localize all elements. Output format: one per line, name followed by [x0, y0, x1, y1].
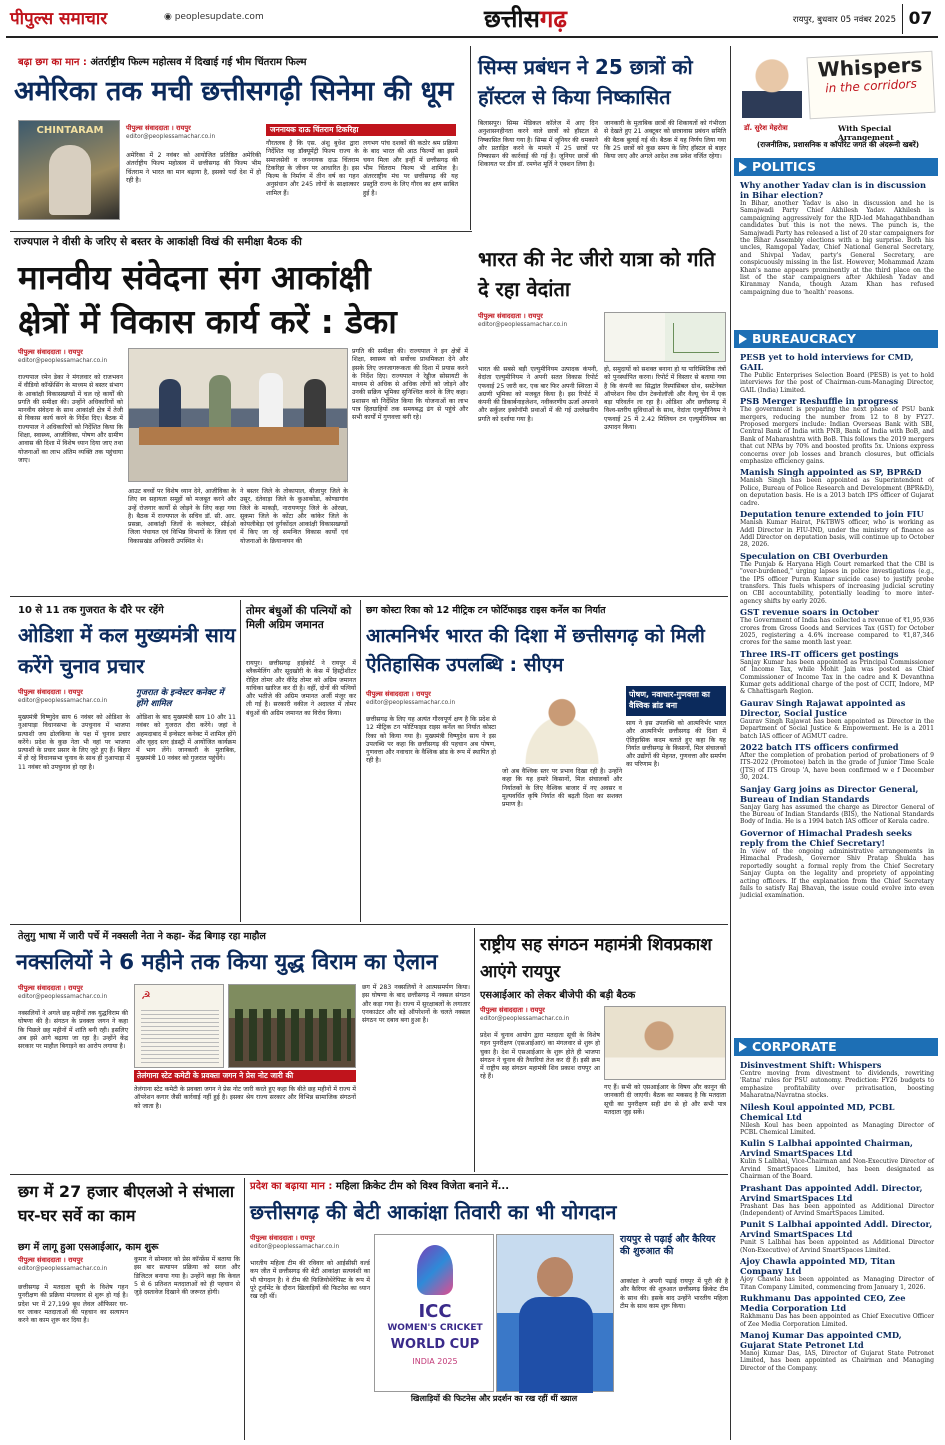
- news-headline: Kulin S Lalbhai appointed Chairman, Arvind SmartSpaces Ltd: [740, 1138, 913, 1159]
- bureaucracy-section-header: BUREAUCRACY: [734, 330, 938, 348]
- art1-body-2: गौरतलब है कि एस. अंशु बुधेश द्वारा निर्देशित यह डॉक्यूमेंट्री फिल्म राज्य के समाजसेवी व जननायक दाऊ चिंतराम टिकरिहा के जीवन पर आधारित है। इस फिल्म के निर्माण में तीन वर्ष का गहन अनुसंधान और 245 लोगों के साक्षात्कार शामिल हैं।: [266, 140, 359, 197]
- art9-body-2: गए हैं। सभी को एसआईआर के विषय और कानून की जानकारी दी जाएगी। बैठक का मकसद है कि मतदाता सूची का पुनरीक्षण सही ढंग से हो और सभी पात्र मतदाता जुड़ सकें।: [604, 1084, 726, 1116]
- news-headline: Sanjay Garg joins as Director General, Bureau of Indian Standards: [740, 783, 919, 804]
- divider: [360, 600, 361, 922]
- chintaram-film-poster: [18, 120, 120, 220]
- art6-body: रायपुर। छत्तीसगढ़ हाईकोर्ट ने रायपुर में ब्लैकमेलिंग और सूदखोरी के केस में हिस्ट्रीशीटर रोहित तोमर और वीरेंद्र तोमर को अग्रिम जमानत याचिका खारिज कर दी है। वहीं, दोनों की पत्नियों और भतीजे की अग्रिम जमानत अर्जी मंजूर कर ली गई है। सरकारी वकील ने अदालत में तोमर बंधुओं की अग्रिम जमानत का विरोध किया।: [246, 660, 356, 717]
- politics-text: In Bihar, another Yadav is also in discussion and he is Samajwadi Party Chief Akhilesh Yadav. Akhilesh is campaigning aggressively for the RJD-led Mahagathbandhan candidates but this is not the news. The punch is, the Samajwadi Party has released a list of 20 star campaigners for the Bihar Assembly elections with a big surprise. Both his uncles, Ramgopal Yadav, Chief National General Secretary, and Shivpal Yadav, party's General Secretary, are conspicuously missing in the list. However, Mohammad Azam Khan's name appears prominently at the third place on the list of the star campaigners after Akhilesh Yadav and Kiranmay Nanda, though Azam Khan has refused campaigning due to 'health' reasons.: [740, 200, 934, 296]
- meeting-person: [259, 373, 283, 429]
- art4-body-1: भारत की सबसे बड़ी एल्युमीनियम उत्पादक कंपनी, वेदांता एल्युमीनियम ने अपनी सतत विकास रिपोर्ट एफवाई 25 जारी कर, एक बार फिर अपनी स्थिरता में अग्रणी भूमिका को मजबूत किया है। इस रिपोर्ट में कंपनी की डिकार्बनाइजेशन, नवीकरणीय ऊर्जा अपनाने और सर्कुलर इकोनॉमी प्रथाओं में की गई उल्लेखनीय प्रगति को दर्शाया गया है।: [478, 366, 598, 423]
- wc-label-2: WOMEN'S CRICKET: [387, 1323, 483, 1333]
- news-text: Punit S Lalbhai has been appointed as Additional Director (Non-Executive) of Arvind SmartSpaces Limited.: [740, 1239, 934, 1254]
- news-text: Gaurav Singh Rajawat has been appointed as Director in the Department of Social Justice & Empowerment. He is a 2011 batch IAS officer of AGMUT cadre.: [740, 717, 934, 740]
- news-text: The Punjab & Haryana High Court remarked that the CBI is "over-burdened," urging lapses in police investigations (e.g., the IPS officer Puran Kumar suicide case) to justify probe transfers. This fuels whispers of increasing judicial scrutiny on CBI accountability, potentially leading to more inter-agency shifts by early 2026.: [740, 560, 934, 605]
- cm-portrait: [502, 686, 622, 764]
- news-text: Manish Singh has been appointed as Superintendent of Police, Bureau of Police Research and Development (BPR&D), on deputation basis. He is a 2013 batch IPS officer of Gujarat cadre.: [740, 477, 934, 507]
- art8-byline: पीपुल्स संवाददाता । रायपुर editor@peoplessamachar.co.in: [18, 984, 108, 1000]
- art9-body-1: प्रदेश में चुनाव आयोग द्वारा मतदाता सूची के विशेष गहन पुनरीक्षण (एसआईआर) का मंगलवार से शुरू हो चुका है। देश में एसआईआर के शुरू होते ही भाजपा संगठन ने चुनाव की तैयारियां तेज कर दी हैं। इसी क्रम में राष्ट्रीय सह संगठन महामंत्री शिव प्रकाश रायपुर आ रहे हैं।: [480, 1032, 600, 1081]
- news-headline: GST revenue soars in October: [740, 607, 879, 618]
- divider: [244, 1178, 245, 1440]
- naxal-group-photo: [228, 984, 356, 1068]
- art5-subhead: गुजरात के इन्वेस्टर कनेक्ट में होंगे शामिल: [136, 688, 224, 709]
- art11-side-head: रायपुर से पढ़ाई और कैरियर की शुरुआत की: [620, 1234, 716, 1257]
- art7-body-3: साय ने इस उपलब्धि को आत्मनिर्भर भारत और आत्मनिर्भर छत्तीसगढ़ की दिशा में ऐतिहासिक कदम बताते हुए कहा कि यह निर्यात छत्तीसगढ़ के किसानों, मिल संचालकों और उद्योगों की मेहनत, गुणवत्ता और समर्पण का परिणाम है।: [626, 720, 726, 769]
- news-text: Kulin S Lalbhai, Vice-Chairman and Non-Executive Director of Arvind SmartSpaces Limited, has been designated as Chairman of the Board.: [740, 1158, 934, 1181]
- art8-headline: नक्सलियों ने 6 महीने तक किया युद्ध विराम का ऐलान: [16, 950, 438, 975]
- news-text: Rakhmanu Das has been appointed as Chief Executive Officer of Zee Media Corporation Limited.: [740, 1313, 934, 1328]
- art4-byline: पीपुल्स संवाददाता । रायपुर editor@peoplessamachar.co.in: [478, 312, 568, 328]
- art5-headline: ओडिशा में कल मुख्यमंत्री साय करेंगे चुनाव प्रचार: [18, 623, 236, 678]
- governor-meeting-photo: [128, 348, 348, 482]
- art8-body-2: तेलंगाना स्टेट कमेटी के प्रवक्ता जगन ने प्रेस नोट जारी करते हुए कहा कि बीते छह महीनों में राज्य में ऑपरेशन कगार जैसी कार्रवाई नहीं हुई है। इसका श्रेय राज्य सरकार और विभिन्न सामाजिक संगठनों को जाता है।: [134, 1086, 356, 1110]
- globe-icon: ◉: [164, 12, 175, 22]
- special-arrangement: With Special Arrangement: [838, 124, 894, 142]
- news-headline: 2022 batch ITS officers confirmed: [740, 742, 899, 753]
- shivprakash-photo: [604, 1006, 726, 1080]
- news-text: Prashant Das has been appointed as Additional Director (Independent) of Arvind SmartSpaces Limited.: [740, 1202, 934, 1218]
- politics-section-header: POLITICS: [734, 158, 938, 176]
- news-headline: Disinvestment Shift: Whispers: [740, 1060, 882, 1070]
- art11-caption: खिलाड़ियों की फिटनेस और प्रदर्शन का रख रहीं थीं ख्याल: [410, 1394, 578, 1403]
- news-text: In view of the ongoing administrative arrangements in Himachal Pradesh, Governor Shiv Pratap Shukla has reportedly sought a formal reply from the Chief Secretary Sanjay Gupta on the legality and propriety of appointing acting officers. If the explanation from the Chief Secretary fails to satisfy Raj Bhavan, the issue could evolve into even judicial examination.: [740, 847, 934, 900]
- news-headline: Ajoy Chawla appointed MD, Titan Company Ltd: [740, 1256, 896, 1277]
- art10-body-1: छत्तीसगढ़ में मतदाता सूची के विशेष गहन पुनरीक्षण की प्रक्रिया मंगलवार से शुरू हो गई है। प्रदेश भर में 27,199 बूथ लेवल ऑफिसर घर-घर जाकर मतदाताओं की पहचान का सत्यापन करने का काम शुरू कर दिया है।: [18, 1284, 128, 1325]
- naxal-press-note: [134, 984, 224, 1068]
- report-chart: [673, 323, 719, 353]
- art1-box-title: जननायक दाऊ चिंतराम टिकरिहा: [266, 124, 456, 136]
- news-text: The Government of India has collected a revenue of ₹1,95,936 crores from Gross Goods and Services Tax (GST) for October 2025, registering a 4.6% increase compared to ₹1,87,346 crores for the same month last year.: [740, 617, 934, 647]
- news-headline: Deputation tenure extended to join FIU: [740, 509, 924, 520]
- trophy-icon: [417, 1245, 453, 1295]
- news-headline: Speculation on CBI Overburden: [740, 550, 888, 561]
- news-headline: Gaurav Singh Rajawat appointed as Director, Social Justice: [740, 697, 906, 718]
- news-text: The government is preparing the next phase of PSU bank mergers, reducing the number from 12 to 8 by FY27. Proposed mergers include: Indian Overseas Bank with SBI, Central Bank of India with PNB, Bank of India with BoB, and Bank of Maharashtra with BoB. This follows the 2019 mergers that cut NPAs by 70% and boosted profits 5x. Unions express concerns over job losses and branch closures, but officials emphasize efficiency gains.: [740, 406, 934, 466]
- news-headline: PSB Merger Reshuffle in progress: [740, 396, 899, 407]
- wc-label-1: ICC: [418, 1301, 452, 1322]
- columnist-photo: [742, 50, 802, 118]
- art3-byline: पीपुल्स संवाददाता । रायपुर editor@peoplessamachar.co.in: [18, 348, 108, 364]
- world-cup-logo: [374, 1234, 494, 1392]
- news-headline: Three IRS-IT officers get postings: [740, 648, 899, 659]
- art2-body-2: जानकारी के मुताबिक छात्रों की शिकायतों को गंभीरता से देखते हुए 21 अक्टूबर को छात्रावास प्रबंधन समिति की बैठक बुलाई गई थी। बैठक में यह निर्णय लिया गया कि 25 छात्रों को कुछ समय के लिए हॉस्टल से बाहर किया जाए और अगले आदेश तक प्रवेश वर्जित रहेगा।: [604, 120, 726, 161]
- player-face: [537, 1257, 573, 1297]
- naxal-figures: [235, 1009, 351, 1061]
- art1-kicker: बढ़ा छग का मान : अंतर्राष्ट्रीय फिल्म महोत्सव में दिखाई गई भीम चिंतराम फिल्म: [18, 57, 307, 68]
- news-headline: PESB yet to hold interviews for CMD, GAIL: [740, 352, 914, 372]
- art2-headline: सिम्स प्रबंधन ने 25 छात्रों को हॉस्टल से किया निष्कासित: [478, 55, 693, 109]
- art9-subhead: एसआईआर को लेकर बीजेपी की बड़ी बैठक: [480, 990, 636, 1001]
- news-text: Centre moving from divestment to dividends, rewriting 'Ratna' rules for PSU autonomy. Prediction: FY26 budgets to emphasize profitability over privatisation, boosting Maharatna/Navratna stocks.: [740, 1070, 934, 1100]
- politics-item: [740, 180, 934, 340]
- art11-byline: पीपुल्स संवाददाता । रायपुर editor@peoplessamachar.co.in: [250, 1234, 340, 1250]
- page-number: 07: [902, 4, 938, 34]
- news-text: Nilesh Koul has been appointed as Managing Director of PCBL Chemical Limited.: [740, 1121, 934, 1137]
- art5-byline: पीपुल्स संवाददाता । रायपुर editor@peoplessamachar.co.in: [18, 688, 108, 704]
- news-headline: Manoj Kumar Das appointed CMD, Gujarat State Petronet Ltd: [740, 1329, 902, 1350]
- art3-body-4: प्रगति की समीक्षा की। राज्यपाल ने इन क्षेत्रों में शिक्षा, स्वास्थ्य को सर्वोच्च प्राथमिकता देने और इसके लिए जनजागरूकता की दिशा में प्रयास करने के निर्देश दिए। राज्यपाल ने रेड्डीज सोसायटी के माध्यम से अधिक से अधिक लोगों को जोड़ने और उनकी सक्रिय भूमिका सुनिश्चित करने के लिए कहा। प्रशासन को निर्देशित किया कि योजनाओं का लाभ पात्र हितग्राहियों तक समयबद्ध ढंग से पहुंचे और सभी कार्यों में गुणवत्ता बनी रहे।: [352, 348, 468, 422]
- columnist-name: डॉ. सुरेश मेहरोत्रा: [744, 124, 788, 132]
- art1-body-3: लगभग पांच दशकों की कठोर श्रम प्रक्रिया के बाद भारत की आठ फिल्मों का इसमें चयन मिला और इन्हीं में छत्तीसगढ़ की भीम चिंतराम फिल्म भी शामिल है। अंतरराष्ट्रीय मंच पर छत्तीसगढ़ की यह प्रस्तुति राज्य के लिए गौरव का क्षण साबित हुई है।: [363, 140, 458, 197]
- divider: [474, 928, 475, 1172]
- art8-notice-caption: तेलंगाना स्टेट कमेटी के प्रवक्ता जगन ने प्रेस नोट जारी की: [134, 1070, 356, 1082]
- akanksha-photo: [496, 1234, 614, 1392]
- section-title: छत्तीसगढ़: [484, 5, 567, 33]
- news-headline: Manish Singh appointed as SP, BPR&D: [740, 467, 922, 478]
- art3-body-2: आउट बच्चों पर विशेष ध्यान देने, आजीविका के लिए स्व सहायता समूहों को मजबूत करने और उन्हें रोजगार कार्यों से जोड़ने के लिए कहा गया है। बैठक में राज्यपाल के सचिव डॉ. सी. आर. प्रसन्ना, आकांक्षी जिलों के कलेक्टर, सीईओ जिला पंचायत एवं विभिन्न विभागों के जिला एवं विकासखंड अधिकारी उपस्थित थे।: [128, 488, 236, 545]
- whispers-logo: [806, 51, 935, 120]
- art1-body-1: अमेरिका में 2 नवंबर को आयोजित प्रतिष्ठित अमेरिकी अंतर्राष्ट्रीय फिल्म महोत्सव में छत्तीसगढ़ की फिल्म भीम चिंतराम ने भारत का मान बढ़ाया है, इसको पर्दा देश में हो रही है।: [126, 152, 261, 184]
- news-headline: Rukhmanu Das appointed CEO, Zee Media Corporation Ltd: [740, 1293, 906, 1314]
- art8-kicker: तेलुगु भाषा में जारी पर्चे में नक्सली नेता ने कहा- केंद्र बिगाड़ रहा माहौल: [18, 931, 266, 942]
- masthead-bar: [6, 4, 938, 38]
- meeting-person: [209, 375, 231, 427]
- art4-headline: भारत की नेट जीरो यात्रा को गति दे रहा वेदांता: [478, 247, 716, 301]
- art3-headline-2: क्षेत्रों में विकास कार्य करें : डेका: [18, 302, 397, 341]
- art6-headline: तोमर बंधुओं की पत्नियों को मिली अग्रिम जमानत: [246, 605, 352, 631]
- art9-byline: पीपुल्स संवाददाता । रायपुर editor@peoplessamachar.co.in: [480, 1006, 570, 1022]
- art5-kicker: 10 से 11 तक गुजरात के दौरे पर रहेंगे: [18, 605, 164, 616]
- art3-headline-1: मानवीय संवेदना संग आकांक्षी: [18, 258, 371, 297]
- art3-body-1: राज्यपाल रमेन डेका ने मंगलवार को राजभवन में वीडियो कॉन्फ्रेंसिंग के माध्यम से बस्तर संभाग के आकांक्षी विकासखण्डों में चल रहे कार्यों की प्रगति की समीक्षा की। उन्होंने अधिकारियों को मानवीय संवेदना के साथ आकांक्षी क्षेत्र में तेजी से विकास कार्य करने के निर्देश दिए। बैठक में राज्यपाल ने अधिकारियों को निर्देशित किया कि शिक्षा, स्वास्थ्य, आजीविका, पोषण और ग्रामीण आवास की दिशा में विशेष ध्यान दिया जाए तथा योजनाओं का लाभ अंतिम व्यक्ति तक पहुंचाया जाए।: [18, 374, 123, 464]
- politics-headline: Why another Yadav clan is in discussion in Bihar election?: [740, 180, 926, 200]
- news-text: Manish Kumar Hairat, P&TBWS officer, who is working as Addl Director in FIU-IND, under the ministry of finance as Addl Director on deputation basis, will continue up to October 28, 2026.: [740, 519, 934, 549]
- news-text: The Public Enterprises Selection Board (PESB) is yet to hold interviews for the post of Chairman-cum-Managing Director, GAIL (India) Limited.: [740, 372, 934, 394]
- news-headline: Punit S Lalbhai appointed Addl. Director, Arvind SmartSpaces Ltd: [740, 1219, 933, 1240]
- art7-byline: पीपुल्स संवाददाता । रायपुर editor@peoplessamachar.co.in: [366, 690, 456, 706]
- art10-byline: पीपुल्स संवाददाता । रायपुर editor@peoplessamachar.co.in: [18, 1256, 108, 1272]
- art8-body-3: छग में 283 नक्सलियों ने आत्मसमर्पण किया। इस घोषणा के बाद छत्तीसगढ़ में नक्सल संगठन और कड़ा गया है। राज्य में सुरक्षाबलों के लगातार एनकाउंटर और बड़े ऑपरेशनों के चलते नक्सल संगठन पर दबाव बना हुआ है।: [362, 984, 470, 1025]
- art7-kicker: छग कोस्टा रिका को 12 मीट्रिक टन फोर्टिफाइड राइस कर्नेल का निर्यात: [366, 605, 606, 616]
- meeting-person: [159, 379, 181, 429]
- news-text: Ajoy Chawla has been appointed as Managing Director of Titan Company Limited, commencing from January 1, 2026.: [740, 1276, 934, 1291]
- meeting-person: [304, 379, 326, 429]
- art9-headline: राष्ट्रीय सह संगठन महामंत्री शिवप्रकाश आएंगे रायपुर: [480, 935, 712, 982]
- wc-label-4: INDIA 2025: [412, 1357, 458, 1366]
- whispers-tagline: (राजनीतिक, प्रशासनिक व कॉर्पोरेट जगत की अंदरूनी खबरें): [756, 140, 920, 149]
- art7-body-1: छत्तीसगढ़ के लिए यह अत्यंत गौरवपूर्ण क्षण है कि प्रदेश से 12 मीट्रिक टन फोर्टिफाइड राइस कर्नेल का निर्यात कोस्टा रिका को किया गया है। मुख्यमंत्री विष्णुदेव साय ने इस उपलब्धि पर कहा कि छत्तीसगढ़ की पहचान अब पोषण, गुणवत्ता और नवाचार के वैश्विक ब्रांड के रूप में स्थापित हो रही है।: [366, 716, 496, 765]
- art11-body-2: आकांक्षा ने अपनी पढ़ाई रायपुर में पूरी की है और कैरियर की शुरुआत छत्तीसगढ़ क्रिकेट टीम के साथ की। इसके बाद उन्होंने भारतीय महिला टीम के साथ काम शुरू किया।: [620, 1278, 728, 1310]
- art1-byline: पीपुल्स संवाददाता । रायपुर editor@peoplessamachar.co.in: [126, 124, 216, 140]
- art7-headline: आत्मनिर्भर भारत की दिशा में छत्तीसगढ़ को मिली ऐतिहासिक उपलब्धि : सीएम: [366, 625, 705, 676]
- art8-body-1: नक्सलियों ने अगले छह महीनों तक युद्धविराम की घोषणा की है। संगठन के प्रवक्ता जगन ने कहा कि पिछले छह महीनों में शांति बनी रही। इसलिए अब इसे आगे बढ़ाया जा रहा है। उन्होंने केंद्र सरकार पर माहौल बिगाड़ने का आरोप लगाया है।: [18, 1010, 128, 1051]
- art7-body-2: जो अब वैश्विक स्तर पर प्रभाव दिखा रही है। उन्होंने कहा कि यह हमारे किसानों, मिल संचालकों और निर्यातकों के लिए वैश्विक बाजार में नए अवसर व मूल्यवर्धित कृषि निर्यात की बढ़ती दिशा का सशक्त प्रमाण है।: [502, 768, 622, 809]
- corporate-section-header: CORPORATE: [734, 1038, 938, 1056]
- art10-headline: छग में 27 हजार बीएलओ ने संभाला घर-घर सर्वे का काम: [18, 1182, 234, 1225]
- news-text: Manoj Kumar Das, IAS, Director of Gujarat State Petronet Limited, has been appointed as Chairman and Managing Director of the Company.: [740, 1349, 934, 1372]
- divider: [470, 46, 471, 230]
- divider: [10, 924, 728, 925]
- art3-body-3: ने बस्तर जिले के तोकापाल, बीजापुर जिले के उसूर, दंतेवाड़ा जिले के कुआकोंडा, कोण्डागांव जिले के माकड़ी, नारायणपुर जिले के ओरछा, सुकमा जिले के कोंटा और कांकेर जिले के कोयलीबेड़ा एवं दुर्गकोंदल आकांक्षी विकासखण्डों में किए जा रहे समन्वित विकास कार्यों एवं योजनाओं के क्रियान्वयन की: [240, 488, 348, 545]
- news-headline: Nilesh Koul appointed MD, PCBL Chemical Ltd: [740, 1101, 895, 1122]
- news-text: Sanjay Garg has assumed the charge as Director General of the Bureau of Indian Standards (BIS), the National Standards Body of India. He is a 1994 batch IAS officer of Kerala cadre.: [740, 803, 934, 826]
- wc-label-3: WORLD CUP: [390, 1337, 480, 1352]
- corporate-list: [740, 1060, 934, 1440]
- website-link[interactable]: ◉ peoplesupdate.com: [164, 12, 264, 22]
- art2-body-1: बिलासपुर। सिम्स मेडिकल कॉलेज में आए दिन अनुशासनहीनता करने वाले छात्रों को हॉस्टल से निष्कासित किया गया है। सिम्स में जूनियर की धमकाने और प्रताड़ित करने के मामले में 25 छात्रों पर निष्कासन की कार्रवाई की गई है। जूनियर छात्रों की शिकायत पर डीन डॉ. रमणेश मूर्ति ने एक्शन लिया है।: [478, 120, 598, 169]
- dateline: रायपुर, बुधवार 05 नवंबर 2025: [792, 15, 896, 25]
- divider: [10, 231, 472, 232]
- note-lines: [141, 1007, 219, 1063]
- art5-body-2: ओडिशा के बाद मुख्यमंत्री साय 10 और 11 नवंबर को गुजरात दौरा करेंगे। जहां वे अहमदाबाद में इन्वेस्टर कनेक्ट में शामिल होंगे और वृहद स्तर इंडस्ट्री में आयोजित कार्यक्रम में भाग लेंगे। जानकारी के मुताबिक, मुख्यमंत्री 10 नवंबर को गुजरात पहुंचेंगे।: [136, 714, 236, 763]
- poster-title: CHINTARAM: [36, 125, 104, 136]
- art1-headline: अमेरिका तक मची छत्तीसगढ़ी सिनेमा की धूम: [14, 76, 454, 107]
- vedanta-report-image: [604, 312, 726, 362]
- art10-subhead: छग में लागू हुआ एसआईआर, काम शुरू: [18, 1242, 159, 1253]
- art7-box: पोषण, नवाचार-गुणवत्ता का वैश्विक ब्रांड बना: [626, 686, 726, 716]
- news-text: After the completion of probation period of probationers of 9 ITS-2022 (Promotee) batch in the grade of Junior Time Scale (JTS) of ITS Group 'A, have been confirmed w e f December 30, 2024.: [740, 752, 934, 782]
- divider: [240, 600, 241, 922]
- poster-portrait: [49, 145, 91, 215]
- bureaucracy-list: [740, 352, 934, 1030]
- art11-body-1: भारतीय महिला टीम की रविवार को आईसीसी वर्ल्ड कप जीत में छत्तीसगढ़ की बेटी आकांक्षा सत्यवंशी का भी योगदान है। वे टीम की फिजियोथेरेपिस्ट के रूप में पूरे टूर्नामेंट के दौरान खिलाड़ियों की फिटनेस का ध्यान रख रही थीं।: [250, 1260, 370, 1301]
- player-jersey: [519, 1297, 593, 1393]
- art5-body-1: मुख्यमंत्री विष्णुदेव साय 6 नवंबर को ओडिशा के नुआपाड़ा विधानसभा के उपचुनाव में भाजपा प्रत्याशी जय ढोलकिया के पक्ष में चुनाव प्रचार करेंगे। प्रदेश के कुछ नेता भी वहां पर भाजपा प्रत्याशी के प्रचार प्रसार के लिए जुटे हुए हैं। बिहार में हो रहे विधानसभा चुनाव के साथ ही नुआपाड़ा में 11 नवंबर को उपचुनाव हो रहा है।: [18, 714, 130, 771]
- hammer-sickle-icon: ☭: [141, 989, 151, 1002]
- whispers-subtitle: in the corridors: [824, 76, 918, 96]
- news-text: Sanjay Kumar has been appointed as Principal Commissioner of Income Tax, while Mohit Jain was posted as Chief Commissioner of Income Tax in the cadre and K Devanthna Kumar gets additional charge of the post of CCIT, Indore, MP & Chhattisgarh Region.: [740, 658, 934, 696]
- art10-body-2: कुमार ने सोमवार को प्रेस कॉन्फ्रेंस में बताया कि इस बार सत्यापन प्रक्रिया को सरल और डिजिटल बनाया गया है। उन्होंने कहा कि केवल 5 से 6 प्रतिशत मतदाताओं को ही पहचान से जुड़े दस्तावेज दिखाने की जरूरत होगी।: [134, 1256, 240, 1297]
- whispers-title: Whispers: [817, 52, 923, 82]
- news-headline: Prashant Das appointed Addl. Director, Arvind SmartSpaces Ltd: [740, 1182, 923, 1203]
- masthead-logo: पीपुल्स समाचार: [10, 9, 108, 29]
- divider: [10, 1174, 728, 1175]
- art4-body-2: हो, समुदायों को सशक्त बनाना हो या पारिस्थितिक तंत्रों को पुनर्स्थापित करना। रिपोर्ट में विस्तार से बताया गया है कि कंपनी का सिद्धांत रिस्पांसिबल ग्रोथ, सस्टेनेबल ऑपरेशन विथ ग्रीन टेक्नोलॉजी और वैल्यू चेन में एक बड़ा परिवर्तन ला रहा है। ओडिशा और छत्तीसगढ़ में विश्व-स्तरीय सुविधाओं के साथ, वेदांता एल्युमीनियम ने एफवाई 25 में 2.42 मिलियन टन एल्युमीनियम का उत्पादन किया।: [604, 366, 726, 432]
- art11-headline: छत्तीसगढ़ की बेटी आकांक्षा तिवारी का भी योगदान: [250, 1200, 617, 1224]
- art11-kicker: प्रदेश का बढ़ाया मान : महिला क्रिकेट टीम को विश्व विजेता बनाने में...: [250, 1181, 510, 1192]
- divider: [10, 596, 728, 597]
- meeting-table: [139, 427, 339, 445]
- art3-kicker: राज्यपाल ने वीसी के जरिए से बस्तर के आकांक्षी विखं की समीक्षा बैठक की: [14, 236, 302, 248]
- news-headline: Governor of Himachal Pradesh seeks reply from the Chief Secretary!: [740, 827, 912, 848]
- divider: [730, 46, 731, 1440]
